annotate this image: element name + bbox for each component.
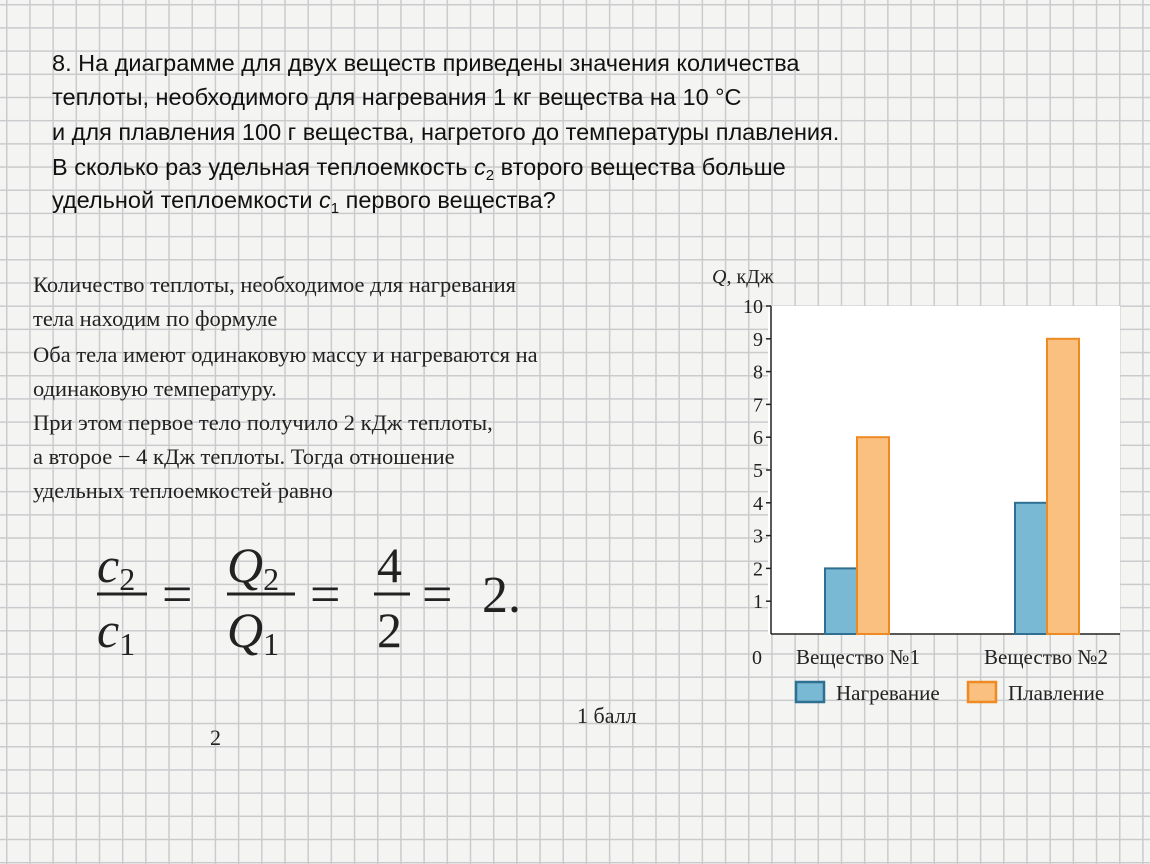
- x-category-label: Вещество №1: [796, 645, 920, 669]
- legend-swatch-melting: [968, 682, 996, 702]
- equals-sign: =: [310, 564, 341, 624]
- legend-swatch-heating: [796, 682, 824, 702]
- bar-melting-1: [857, 437, 889, 634]
- y-axis-label: Q, кДж: [712, 266, 774, 288]
- score-label: 1 балл: [577, 703, 637, 728]
- answer-label: 2: [210, 725, 221, 750]
- formula-q1: Q1: [227, 602, 280, 660]
- solution-line: а второе − 4 кДж теплоты. Тогда отношение: [33, 444, 455, 469]
- solution-line: одинаковую температуру.: [33, 376, 277, 401]
- y-tick-label: 7: [753, 394, 763, 417]
- bar-heating-2: [1015, 503, 1047, 634]
- y-tick-label: 3: [753, 525, 763, 548]
- x-category-label: Вещество №2: [984, 645, 1108, 669]
- solution-line: При этом первое тело получило 2 кДж теплоты,: [33, 410, 493, 435]
- y-tick-label: 9: [753, 328, 763, 351]
- y-tick-label: 1: [753, 591, 763, 614]
- solution-line: удельных теплоемкостей равно: [33, 478, 333, 503]
- question-line-4: В сколько раз удельная теплоемкость $с_2$ второго вещества больше: [52, 154, 786, 184]
- solution-line: Оба тела имеют одинаковую массу и нагреваются на: [33, 342, 538, 367]
- solution-line: Количество теплоты, необходимое для нагревания: [33, 272, 516, 297]
- y-tick-label: 4: [753, 492, 763, 515]
- equals-sign: =: [422, 564, 453, 624]
- y-tick-label: 6: [753, 427, 763, 450]
- y-tick-label: 8: [753, 361, 763, 384]
- question-line-3: и для плавления 100 г вещества, нагретого до температуры плавления.: [52, 119, 840, 145]
- question-line-5: удельной теплоемкости $с_1$ первого вещества?: [52, 187, 556, 217]
- formula-result: 2.: [482, 567, 521, 624]
- y-tick-label: 0: [752, 647, 762, 669]
- bar-heating-1: [825, 568, 857, 634]
- y-tick-label: 2: [753, 558, 763, 581]
- equals-sign: =: [162, 564, 193, 624]
- y-tick-label: 5: [753, 460, 763, 482]
- y-tick-label: 10: [743, 296, 763, 318]
- formula-c2: c2: [97, 537, 136, 597]
- question-line-2: теплоты, необходимого для нагревания 1 кг вещества на 10 °С: [52, 84, 742, 110]
- legend-label: Плавление: [1008, 681, 1105, 705]
- formula-numerator: 4: [377, 537, 402, 593]
- question-line-1: 8. На диаграмме для двух веществ приведены значения количества: [52, 50, 800, 76]
- solution-line: тела находим по формуле: [33, 306, 278, 331]
- formula-c1: c1: [97, 602, 136, 660]
- formula-denominator: 2: [377, 602, 402, 658]
- bar-melting-2: [1047, 339, 1079, 634]
- formula-q2: Q2: [227, 537, 280, 597]
- legend-label: Нагревание: [836, 681, 940, 705]
